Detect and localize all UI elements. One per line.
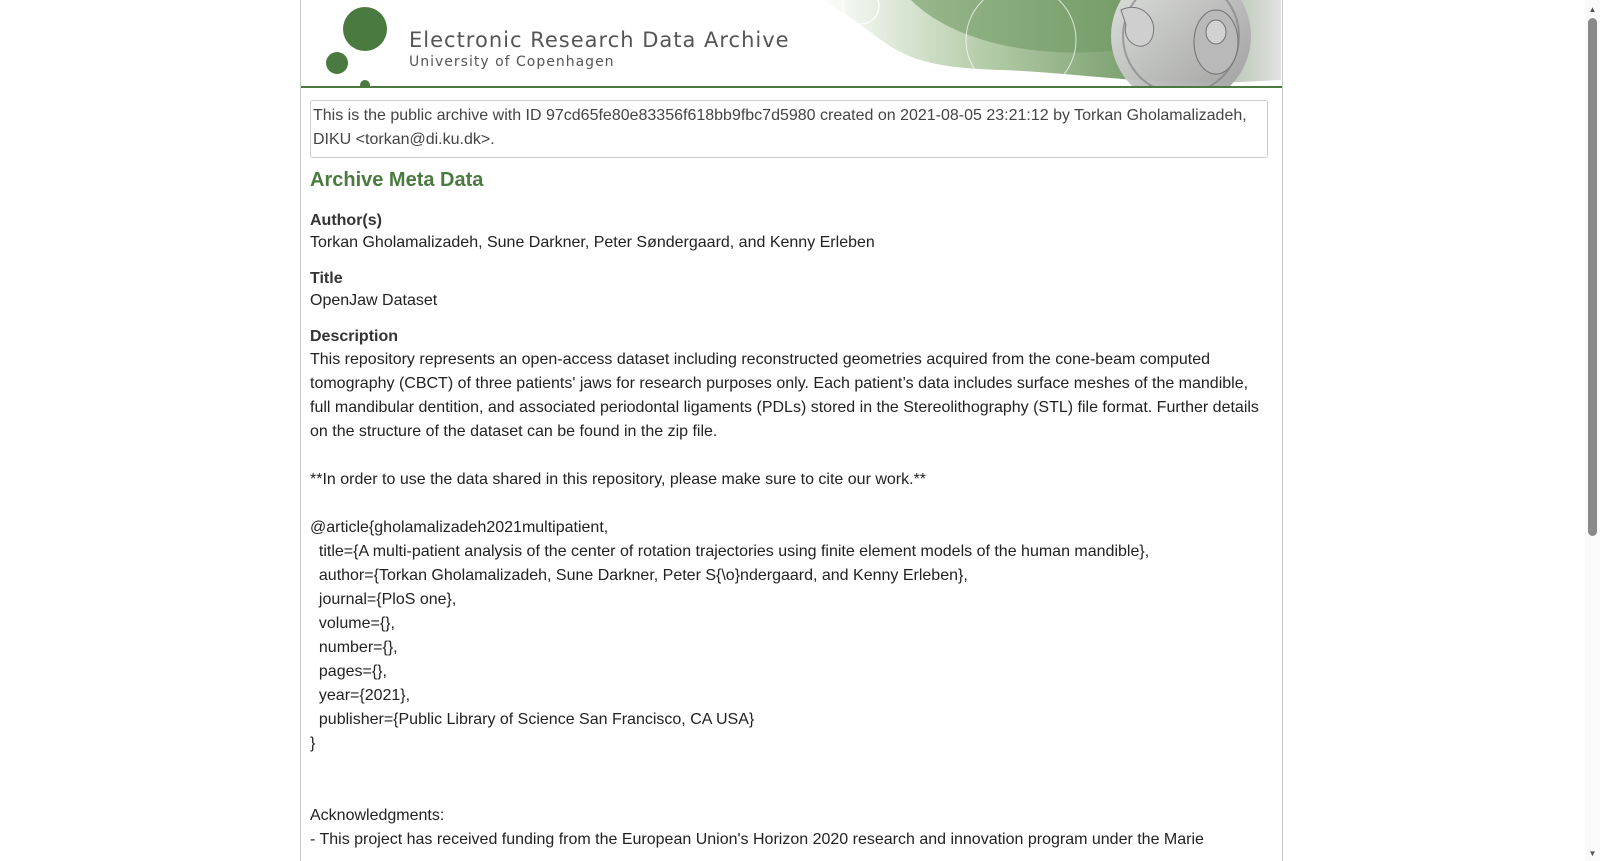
university-logo-icon (301, 0, 401, 88)
university-name: University of Copenhagen (409, 54, 615, 70)
description-label: Description (310, 328, 399, 345)
seal-decoration-icon (821, 0, 1281, 86)
authors-value: Torkan Gholamalizadeh, Sune Darkner, Peter Søndergaard, and Kenny Erleben (310, 234, 875, 251)
authors-label: Author(s) (310, 212, 382, 229)
meta-data-heading: Archive Meta Data (310, 169, 484, 191)
title-field (310, 268, 1268, 312)
description-value: This repository represents an open-access dataset including reconstructed geometries acquired from the cone-beam computed tomography (CBCT) of three patients' jaws for research purposes only. Each patient’s data includes surface meshes of the mandible, full mandibular dentition, and associated periodontal ligaments (PDLs) stored in the Stereolithography (STL) file format. Further details on the structure of the dataset can be found in the zip file. **In order to use the data shared in this repository, please make sure to cite our work.** @article{gholamalizadeh2021multipatient, title={A multi-patient analysis of the center of rotation trajectories using finite element models of the human mandible}, author={Torkan Gholamalizadeh, Sune Darkner, Peter S{\o}ndergaard, and Kenny Erleben}, journal={PloS one}, volume={}, number={}, pages={}, year={2021}, publisher={Public Library of Science San Francisco, CA USA} } Acknowledgments: - This project has received funding from the European Union's Horizon 2020 research and innovation program under the Marie (310, 351, 1259, 848)
vertical-scrollbar[interactable] (1585, 0, 1600, 861)
title-value: OpenJaw Dataset (310, 292, 438, 309)
scrollbar-thumb[interactable] (1588, 18, 1597, 536)
archive-notice: This is the public archive with ID 97cd65fe80e83356f618bb9fbc7d5980 created on 2021-08-05 23:21:12 by Torkan Gholamalizadeh, DIKU <torkan@di.ku.dk>. (310, 100, 1268, 158)
triangle-down-icon[interactable]: ▼ (1588, 849, 1597, 858)
triangle-up-icon[interactable]: ▲ (1588, 5, 1597, 14)
site-banner (301, 0, 1282, 88)
authors-field (310, 210, 1268, 254)
page-container (300, 0, 1283, 861)
description-field (310, 326, 1268, 852)
archive-title: Electronic Research Data Archive (409, 28, 790, 52)
content-area (310, 100, 1268, 852)
title-label: Title (310, 270, 343, 287)
